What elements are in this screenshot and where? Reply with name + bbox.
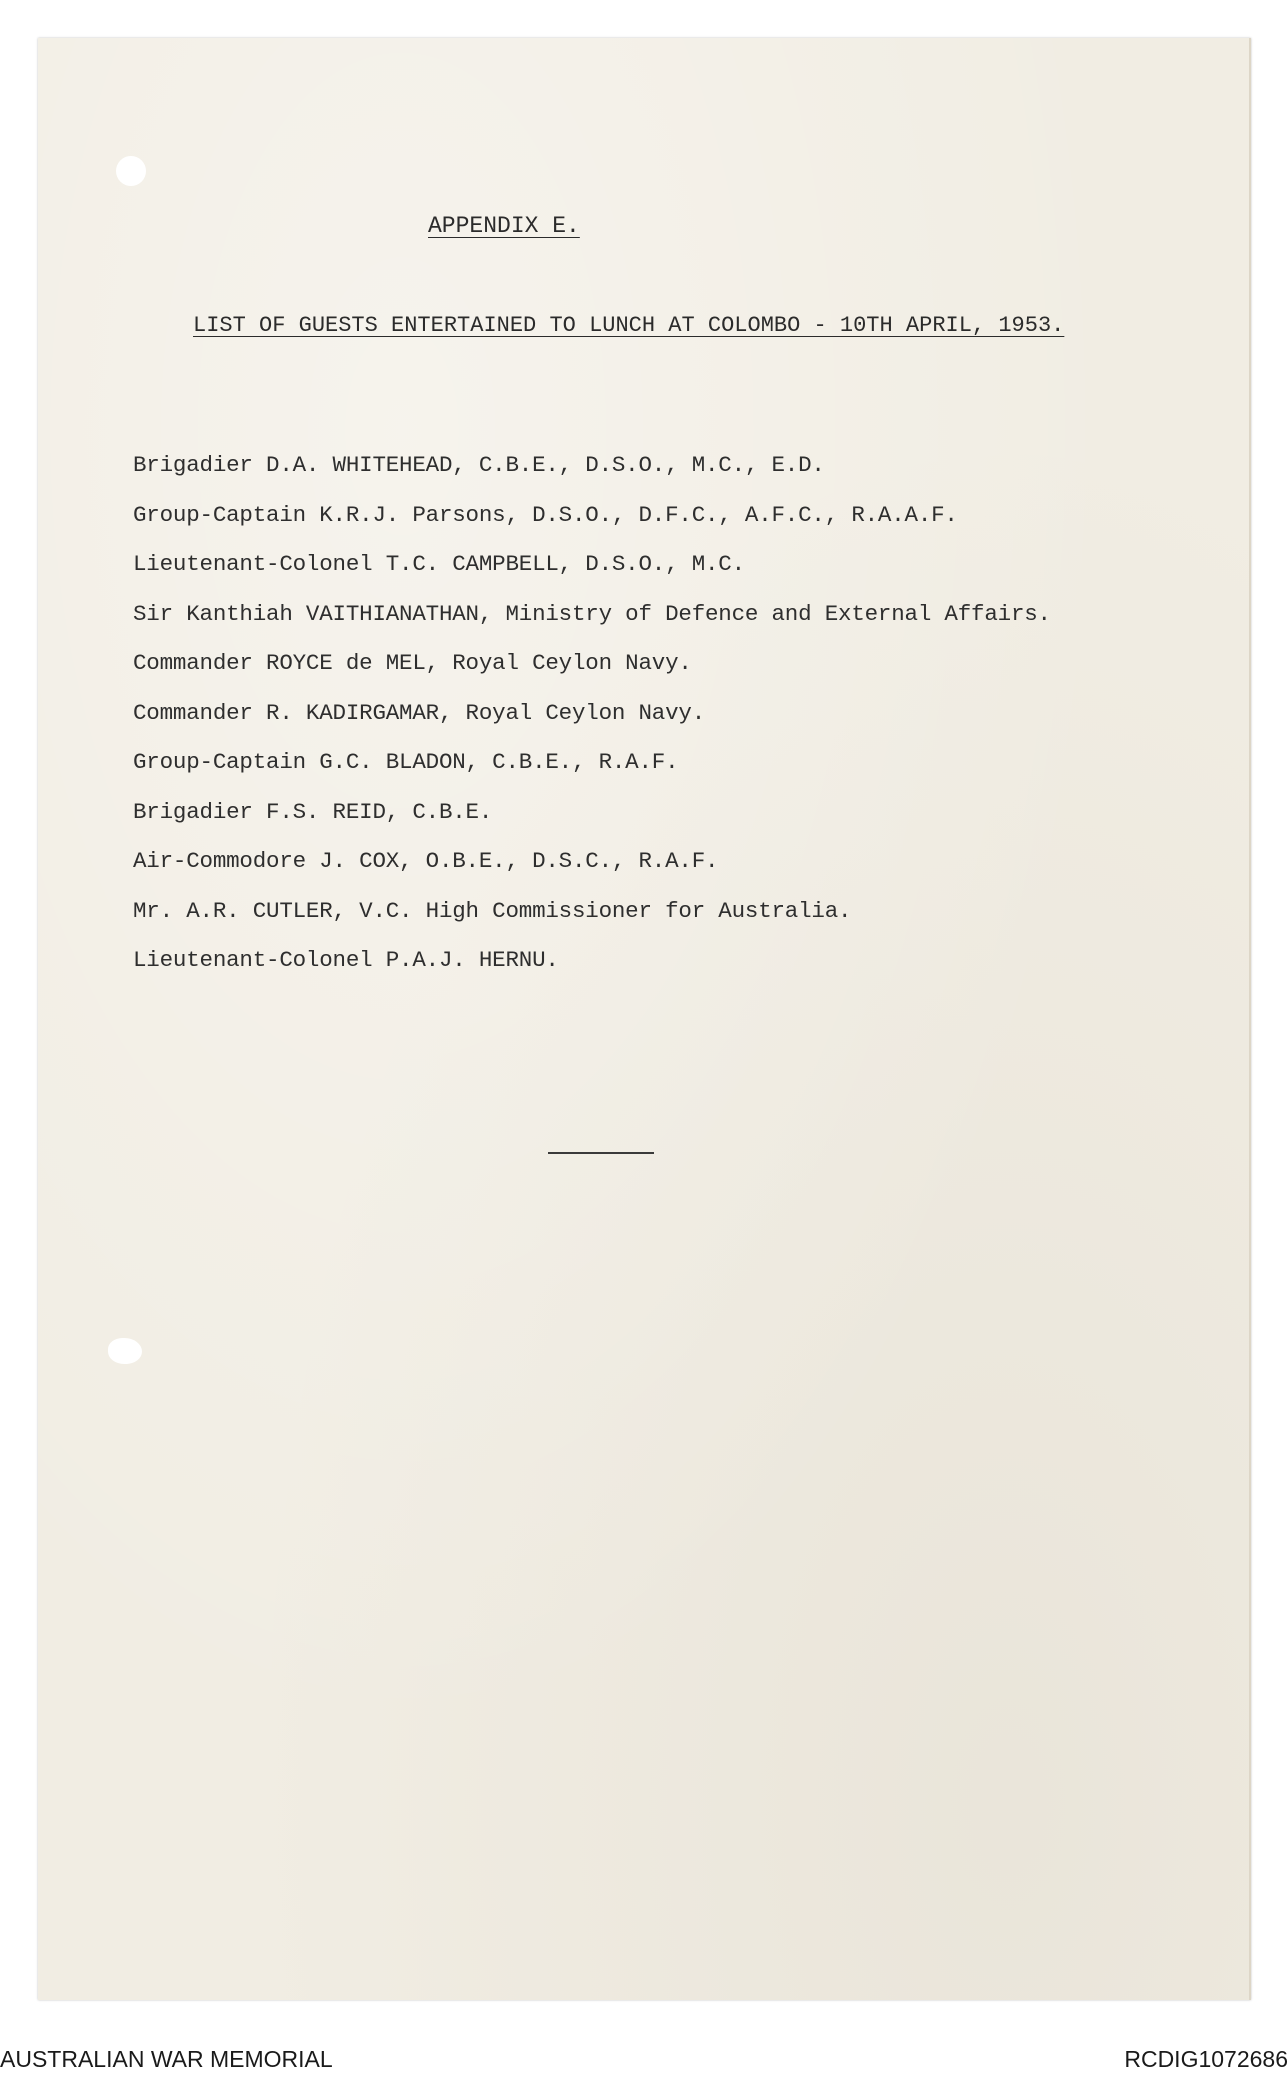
guest-entry: Commander ROYCE de MEL, Royal Ceylon Navy.	[133, 650, 692, 676]
guest-entry: Mr. A.R. CUTLER, V.C. High Commissioner for Australia.	[133, 897, 852, 924]
closing-divider	[548, 1152, 654, 1154]
guest-entry: Brigadier D.A. WHITEHEAD, C.B.E., D.S.O., M.C., E.D.	[133, 452, 825, 478]
guest-entry: Lieutenant-Colonel T.C. CAMPBELL, D.S.O., M.C.	[133, 551, 745, 577]
guest-entry: Group-Captain K.R.J. Parsons, D.S.O., D.F.C., A.F.C., R.A.A.F.	[133, 501, 958, 528]
punch-hole	[108, 1338, 142, 1364]
guest-list	[133, 441, 1051, 986]
appendix-title: APPENDIX E.	[428, 213, 580, 239]
guest-list-title: LIST OF GUESTS ENTERTAINED TO LUNCH AT COLOMBO - 10TH APRIL, 1953.	[193, 313, 1065, 338]
guest-entry: Sir Kanthiah VAITHIANATHAN, Ministry of Defence and External Affairs.	[133, 600, 1051, 627]
guest-entry: Group-Captain G.C. BLADON, C.B.E., R.A.F.	[133, 749, 679, 775]
footer-record-id: RCDIG1072686	[1124, 2046, 1288, 2072]
document-page	[38, 38, 1251, 2000]
punch-hole	[116, 156, 146, 186]
guest-entry: Air-Commodore J. COX, O.B.E., D.S.C., R.A.F.	[133, 848, 719, 874]
guest-entry: Commander R. KADIRGAMAR, Royal Ceylon Navy.	[133, 699, 705, 726]
guest-entry: Lieutenant-Colonel P.A.J. HERNU.	[133, 947, 559, 973]
guest-entry: Brigadier F.S. REID, C.B.E.	[133, 798, 493, 825]
footer-institution: AUSTRALIAN WAR MEMORIAL	[0, 2046, 333, 2072]
